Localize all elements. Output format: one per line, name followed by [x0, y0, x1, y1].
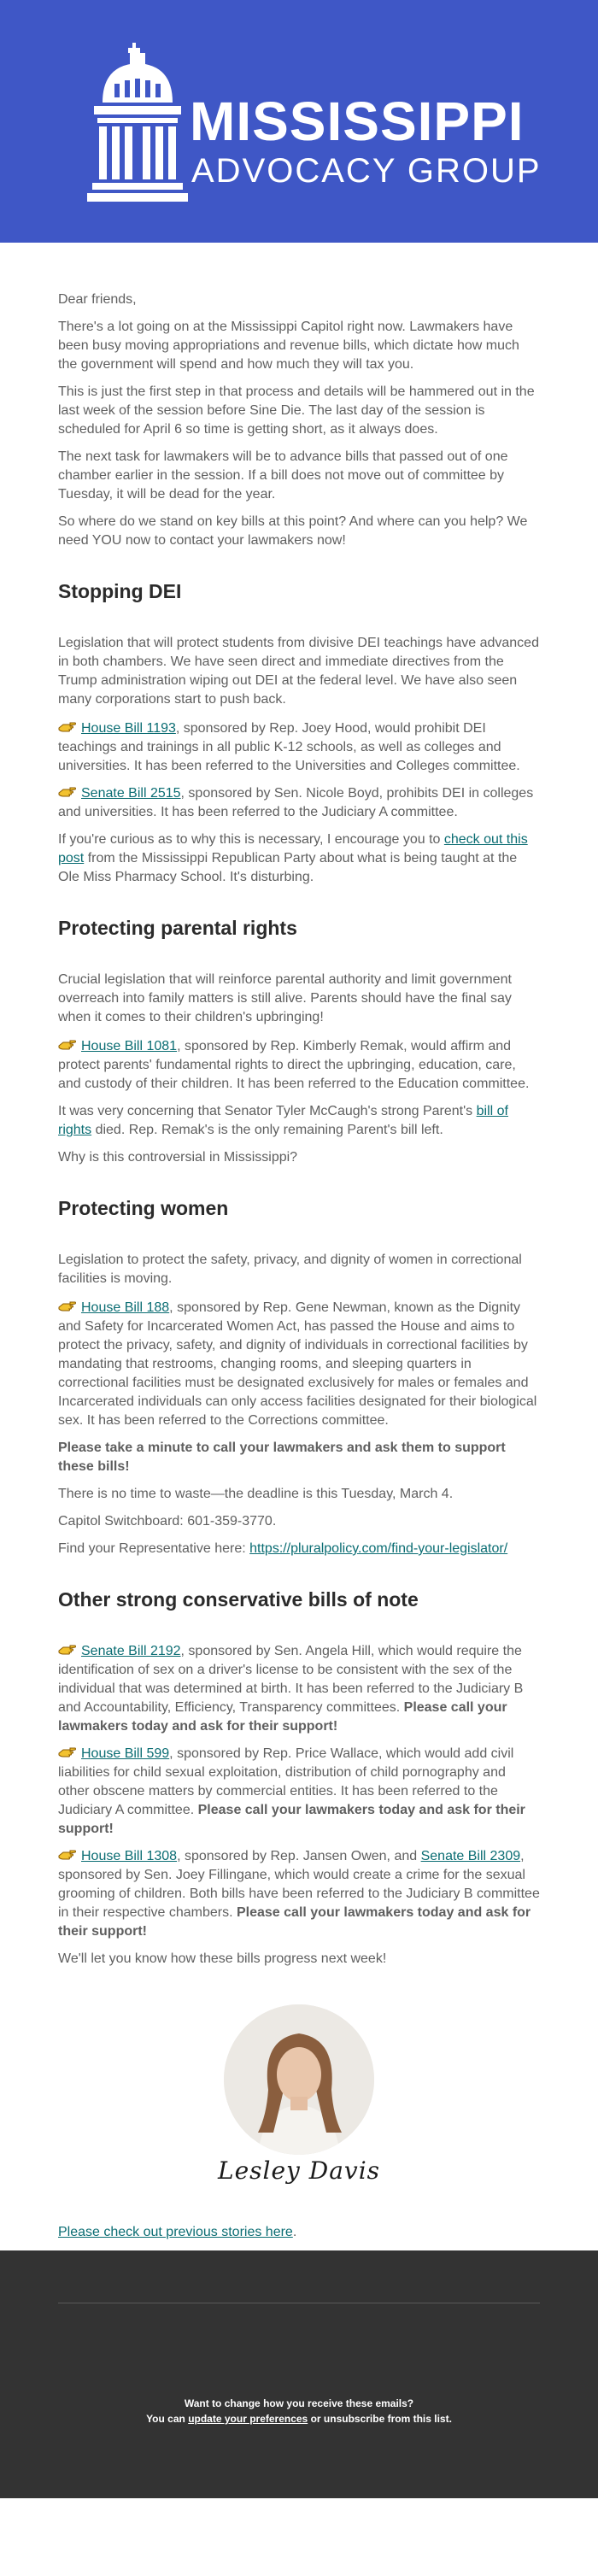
- bill-of-rights-link[interactable]: bill of rights: [58, 1104, 508, 1137]
- signature-block: [58, 2004, 540, 2198]
- closing-note: We'll let you know how these bills progress next week!: [58, 1951, 387, 1966]
- pointing-hand-icon: [58, 1746, 77, 1758]
- bill-item: [58, 1847, 540, 1941]
- parental-lead: Crucial legislation that will reinforce parental authority and limit government overreach into family matters is still alive. Parents should have the final say when it comes to their children's upbringing!: [58, 972, 512, 1024]
- house-bill-188-link[interactable]: House Bill 188: [81, 1300, 170, 1315]
- capitol-building-icon: [85, 43, 196, 205]
- bill-description: , sponsored by Sen. Joey Fillingane, which would create a crime for the sexual grooming of children. Both bills have been referred to the Judiciary B committee in their respective chambers.: [58, 1849, 540, 1920]
- text: You can: [146, 2413, 189, 2425]
- senate-bill-2309-link[interactable]: Senate Bill 2309: [420, 1849, 521, 1863]
- house-bill-1193-link[interactable]: House Bill 1193: [81, 721, 176, 736]
- footer-preferences: [0, 2411, 598, 2426]
- section-heading-parental-rights: Protecting parental rights: [58, 917, 297, 939]
- avatar: [224, 2004, 374, 2155]
- text: Find your Representative here:: [58, 1541, 250, 1556]
- section-heading-dei: Stopping DEI: [58, 580, 182, 602]
- pointing-hand-icon: [58, 1644, 77, 1656]
- bill-item: [58, 719, 540, 776]
- text: It was very concerning that Senator Tyler McCaugh's strong Parent's: [58, 1104, 477, 1118]
- pointing-hand-icon: [58, 786, 77, 798]
- bill-description: , sponsored by Sen. Nicole Boyd, prohibits DEI in colleges and universities. It has been referred to the Judiciary A committee.: [58, 786, 534, 819]
- bill-call-to-action: Please call your lawmakers today and ask for their support!: [58, 1700, 507, 1734]
- switchboard: Capitol Switchboard: 601-359-3770.: [58, 1514, 277, 1529]
- senate-bill-2192-link[interactable]: Senate Bill 2192: [81, 1644, 181, 1658]
- text: died. Rep. Remak's is the only remaining Parent's bill left.: [91, 1123, 443, 1137]
- text: from the Mississippi Republican Party about what is being taught at the Ole Miss Pharmacy School. It's disturbing.: [58, 851, 518, 884]
- dei-curious: [58, 830, 540, 887]
- text: or unsubscribe from this list.: [308, 2413, 452, 2425]
- call-to-action: Please take a minute to call your lawmakers and ask them to support these bills!: [58, 1441, 506, 1474]
- parental-concern: [58, 1102, 540, 1140]
- house-bill-1081-link[interactable]: House Bill 1081: [81, 1039, 178, 1053]
- update-preferences-link[interactable]: update your preferences: [188, 2413, 308, 2425]
- text: If you're curious as to why this is necessary, I encourage you to: [58, 832, 444, 847]
- greeting: Dear friends,: [58, 292, 137, 307]
- parental-why: Why is this controversial in Mississippi?: [58, 1150, 298, 1165]
- deadline: There is no time to waste—the deadline is this Tuesday, March 4.: [58, 1487, 454, 1501]
- house-bill-1308-link[interactable]: House Bill 1308: [81, 1849, 178, 1863]
- pointing-hand-icon: [58, 1849, 77, 1861]
- find-legislator-link[interactable]: https://pluralpolicy.com/find-your-legislator/: [249, 1541, 508, 1556]
- previous-stories-link[interactable]: Please check out previous stories here: [58, 2225, 293, 2239]
- organization-logo: [85, 43, 542, 205]
- bill-item: [58, 784, 540, 822]
- pointing-hand-icon: [58, 721, 77, 733]
- senate-bill-2515-link[interactable]: Senate Bill 2515: [81, 786, 181, 801]
- signature-name: Lesley Davis: [217, 2156, 381, 2185]
- brand-name: MISSISSIPPI: [190, 91, 525, 152]
- bill-description: , sponsored by Sen. Angela Hill, which would require the identification of sex on a driver's license to be consistent with the sex of the individual that was determined at birth. It has been referred to the Judiciary B and Accountability, Efficiency, Transparency committees.: [58, 1644, 524, 1715]
- previous-stories: [58, 2223, 540, 2242]
- bill-item: [58, 1037, 540, 1094]
- email-body: [0, 243, 598, 2242]
- bill-description: , sponsored by Rep. Gene Newman, known as the Dignity and Safety for Incarcerated Women Act, has passed the House and aims to protect the privacy, safety, and dignity of individuals in correctional facilities by mandating that restrooms, changing rooms, and sleeping quarters in correctional facilities must be designated exclusively for males or females and Incarcerated individuals can only access facilities designated for their biological sex. It has been referred to the Corrections committee.: [58, 1300, 537, 1428]
- find-representative: [58, 1540, 540, 1558]
- pointing-hand-icon: [58, 1039, 77, 1051]
- text: .: [292, 2225, 297, 2239]
- bill-description: , sponsored by Rep. Jansen Owen, and: [177, 1849, 421, 1863]
- footer-question: Want to change how you receive these emails?: [184, 2397, 414, 2409]
- pointing-hand-icon: [58, 1300, 77, 1312]
- email-header: [0, 0, 598, 243]
- bill-item: [58, 1745, 540, 1839]
- bill-description: , sponsored by Rep. Price Wallace, which would add civil liabilities for child sexual exploitation, distribution of child pornography and other obscene matters by commercial entities. It has been referred to the Judiciary A committee.: [58, 1746, 514, 1817]
- house-bill-599-link[interactable]: House Bill 599: [81, 1746, 170, 1761]
- intro-paragraph-4: So where do we stand on key bills at this point? And where can you help? We need YOU now to contact your lawmakers now!: [58, 514, 528, 548]
- section-heading-women: Protecting women: [58, 1197, 229, 1219]
- check-out-post-link[interactable]: check out this post: [58, 832, 528, 866]
- intro-paragraph-1: There's a lot going on at the Mississippi Capitol right now. Lawmakers have been busy moving appropriations and revenue bills, which dictate how much the government will spend and how much they will tax you.: [58, 320, 519, 372]
- dei-lead: Legislation that will protect students from divisive DEI teachings have advanced in both chambers. We have seen direct and immediate directives from the Trump administration wiping out DEI at the federal level. We have also seen many corporations start to push back.: [58, 636, 539, 707]
- intro-paragraph-2: This is just the first step in that process and details will be hammered out in the last week of the session before Sine Die. The last day of the session is scheduled for April 6 so time is getting short, as it always does.: [58, 384, 535, 437]
- bill-item: [58, 1642, 540, 1736]
- bill-call-to-action: Please call your lawmakers today and ask for their support!: [58, 1803, 525, 1836]
- intro-paragraph-3: The next task for lawmakers will be to advance bills that passed out of one chamber earlier in the session. If a bill does not move out of committee by Tuesday, it will be dead for the year.: [58, 449, 508, 502]
- bill-call-to-action: Please call your lawmakers today and ask for their support!: [58, 1905, 531, 1939]
- bill-item: [58, 1299, 540, 1430]
- women-lead: Legislation to protect the safety, privacy, and dignity of women in correctional facilities is moving.: [58, 1253, 522, 1286]
- portrait-image: [224, 2004, 374, 2155]
- brand-subtitle: ADVOCACY GROUP: [191, 152, 542, 190]
- email-footer: [0, 2250, 598, 2498]
- bill-description: , sponsored by Rep. Joey Hood, would prohibit DEI teachings and trainings in all public K-12 schools, as well as colleges and universities. It has been referred to the Universities and Colleges committee.: [58, 721, 520, 773]
- bill-description: , sponsored by Rep. Kimberly Remak, would affirm and protect parents' fundamental rights to direct the upbringing, education, care, and custody of their children. It has been referred to the Education committee.: [58, 1039, 530, 1091]
- section-heading-other-bills: Other strong conservative bills of note: [58, 1588, 419, 1611]
